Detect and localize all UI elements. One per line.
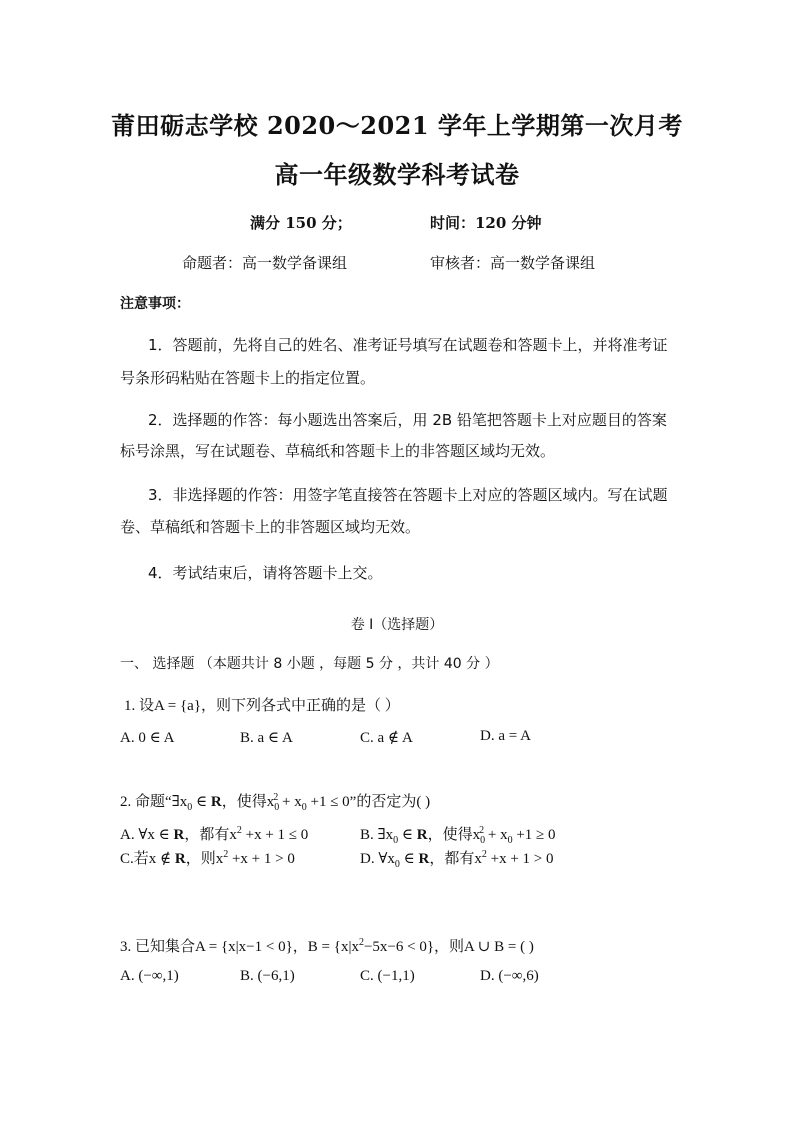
notice-item-1-line2: 号条形码粘贴在答题卡上的指定位置。 <box>120 369 376 387</box>
question-1-stem: 1. 设A = {a}，则下列各式中正确的是（ ） <box>124 698 400 714</box>
question-author: 命题者：高一数学备课组 <box>182 254 348 272</box>
full-score: 满分 150 分； <box>250 214 352 232</box>
question-1-option-d: D. a = A <box>480 728 531 744</box>
question-3-option-c: C. (−1,1) <box>360 968 415 984</box>
exam-title-line2: 高一年级数学科考试卷 <box>274 160 520 189</box>
question-1-option-a: A. 0 ∈ A <box>120 730 175 746</box>
notice-item-4: 4．考试结束后，请将答题卡上交。 <box>148 564 383 582</box>
question-reviewer: 审核者：高一数学备课组 <box>430 254 596 272</box>
notice-item-3-line1: 3．非选择题的作答：用签字笔直接答在答题卡上对应的答题区域内。写在试题 <box>148 486 668 504</box>
question-1-option-b: B. a ∈ A <box>240 730 293 746</box>
question-3-option-d: D. (−∞,6) <box>480 968 539 984</box>
question-3-stem: 3. 已知集合A = {x|x−1 < 0}，$B = \{x|x^2-5x-6 < 0\}$，则A ∪ B = ( ) <box>120 937 534 955</box>
question-2-option-c: C.若x ∉ R，则$x^2 +x + 1 > 0$ <box>120 849 295 867</box>
question-2-option-b: B. $\exists x_0$ ∈ R，使得$x_0^2 + x_0 +1 \ge 0$ <box>360 825 556 846</box>
notice-title: 注意事项： <box>120 296 190 312</box>
question-2-stem: 2. 命题“$\exists x_0$ ∈ R，使得$x_0^2 + x_0 +1 \le 0$”的否定为( ) <box>120 792 431 813</box>
notice-item-3-line2: 卷、草稿纸和答题卡上的非答题区域均无效。 <box>120 518 421 536</box>
exam-title-line1: 莆田砺志学校 2020～2021 学年上学期第一次月考 <box>111 111 683 140</box>
exam-time: 时间：120 分钟 <box>430 214 542 232</box>
notice-item-2-line1: 2．选择题的作答：每小题选出答案后，用 2B 铅笔把答题卡上对应题目的答案 <box>148 411 667 429</box>
volume-title: 卷 I（选择题） <box>350 617 444 633</box>
part-title: 一、 选择题 （本题共计 8 小题 ，每题 5 分 ，共计 40 分 ） <box>120 656 499 672</box>
question-3-option-a: A. (−∞,1) <box>120 968 179 984</box>
question-2-option-a: A. ∀x ∈ R，都有$x^2 +x + 1 \le 0$ <box>120 825 309 843</box>
notice-item-1-line1: 1．答题前，先将自己的姓名、准考证号填写在试题卷和答题卡上，并将准考证 <box>148 336 668 354</box>
question-1-option-c: C. a ∉ A <box>360 730 413 746</box>
question-3-option-b: B. (−6,1) <box>240 968 295 984</box>
notice-item-2-line2: 标号涂黑，写在试题卷、草稿纸和答题卡上的非答题区域均无效。 <box>120 442 556 460</box>
question-2-option-d: D. $\forall x_0$ ∈ R，都有$x^2 +x + 1 > 0$ <box>360 849 554 870</box>
